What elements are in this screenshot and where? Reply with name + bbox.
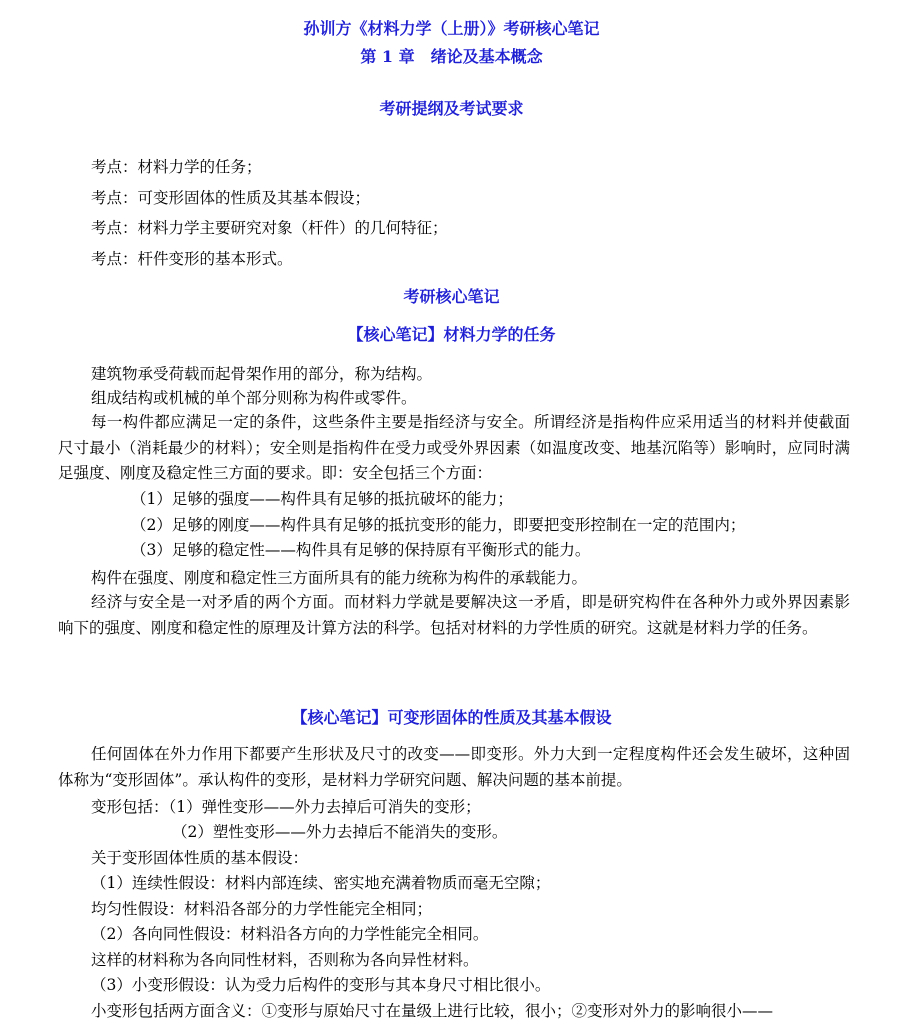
section2-heading: 【核心笔记】可变形固体的性质及其基本假设 bbox=[291, 708, 612, 727]
assumption-intro: 关于变形固体性质的基本假设： bbox=[91, 849, 309, 867]
syllabus-heading: 考研提纲及考试要求 bbox=[379, 99, 524, 118]
book-title: 孙训方《材料力学（上册）》考研核心笔记 bbox=[303, 19, 600, 38]
deform-item-1: 变形包括：（1）弹性变形——外力去掉后可消失的变形； bbox=[91, 798, 481, 816]
assumption-2: （2）各向同性假设：材料沿各方向的力学性能完全相同。 bbox=[91, 925, 489, 943]
requirement-item: （3）足够的稳定性——构件具有足够的保持原有平衡形式的能力。 bbox=[131, 541, 591, 559]
assumption-1b: 均匀性假设：材料沿各部分的力学性能完全相同； bbox=[91, 900, 433, 918]
syllabus-item: 考点：杆件变形的基本形式。 bbox=[91, 249, 293, 268]
deform-item-2: （2）塑性变形——外力去掉后不能消失的变形。 bbox=[172, 823, 508, 841]
assumption-2b: 这样的材料称为各向同性材料，否则称为各向异性材料。 bbox=[91, 951, 479, 969]
section1-p3: 每一构件都应满足一定的条件，这些条件主要是指经济与安全。所谓经济是指构件应采用适当的材料并使截面尺寸最小（消耗最少的材料）；安全则是指构件在受力或受外界因素（如温度改变、地基沉陷等）影响时，应同时满足强度、刚度及稳定性三方面的要求。即：安全包括三个方面： bbox=[58, 413, 850, 482]
section1-p4: 构件在强度、刚度和稳定性三方面所具有的能力统称为构件的承载能力。 bbox=[91, 569, 588, 587]
assumption-3b: 小变形包括两方面含义：①变形与原始尺寸在量级上进行比较，很小；②变形对外力的影响很小—— bbox=[91, 1002, 774, 1020]
syllabus-list bbox=[91, 152, 448, 274]
section1-p2: 组成结构或机械的单个部分则称为构件或零件。 bbox=[91, 389, 417, 407]
section1-p5: 经济与安全是一对矛盾的两个方面。而材料力学就是要解决这一矛盾，即是研究构件在各种外力或外界因素影响下的强度、刚度和稳定性的原理及计算方法的科学。包括对材料的力学性质的研究。这就是材料力学的任务。 bbox=[58, 593, 850, 637]
chapter-title: 第 1 章 绪论及基本概念 bbox=[360, 47, 543, 66]
requirement-item: （1）足够的强度——构件具有足够的抵抗破坏的能力； bbox=[131, 490, 513, 508]
section1-p1: 建筑物承受荷载而起骨架作用的部分，称为结构。 bbox=[91, 365, 433, 383]
syllabus-item: 考点：材料力学的任务； bbox=[91, 158, 262, 176]
syllabus-item: 考点：材料力学主要研究对象（杆件）的几何特征； bbox=[91, 219, 448, 237]
section1-heading: 【核心笔记】材料力学的任务 bbox=[347, 325, 556, 344]
assumption-1: （1）连续性假设：材料内部连续、密实地充满着物质而毫无空隙； bbox=[91, 874, 551, 892]
notes-heading: 考研核心笔记 bbox=[403, 287, 500, 306]
requirement-item: （2）足够的刚度——构件具有足够的抵抗变形的能力，即要把变形控制在一定的范围内； bbox=[131, 515, 746, 534]
requirements-list bbox=[131, 487, 745, 564]
syllabus-item: 考点：可变形固体的性质及其基本假设； bbox=[91, 188, 371, 207]
section2-p1: 任何固体在外力作用下都要产生形状及尺寸的改变——即变形。外力大到一定程度构件还会发生破坏，这种固体称为“变形固体”。承认构件的变形，是材料力学研究问题、解决问题的基本前提。 bbox=[58, 745, 850, 789]
assumption-3: （3）小变形假设：认为受力后构件的变形与其本身尺寸相比很小。 bbox=[91, 976, 551, 994]
